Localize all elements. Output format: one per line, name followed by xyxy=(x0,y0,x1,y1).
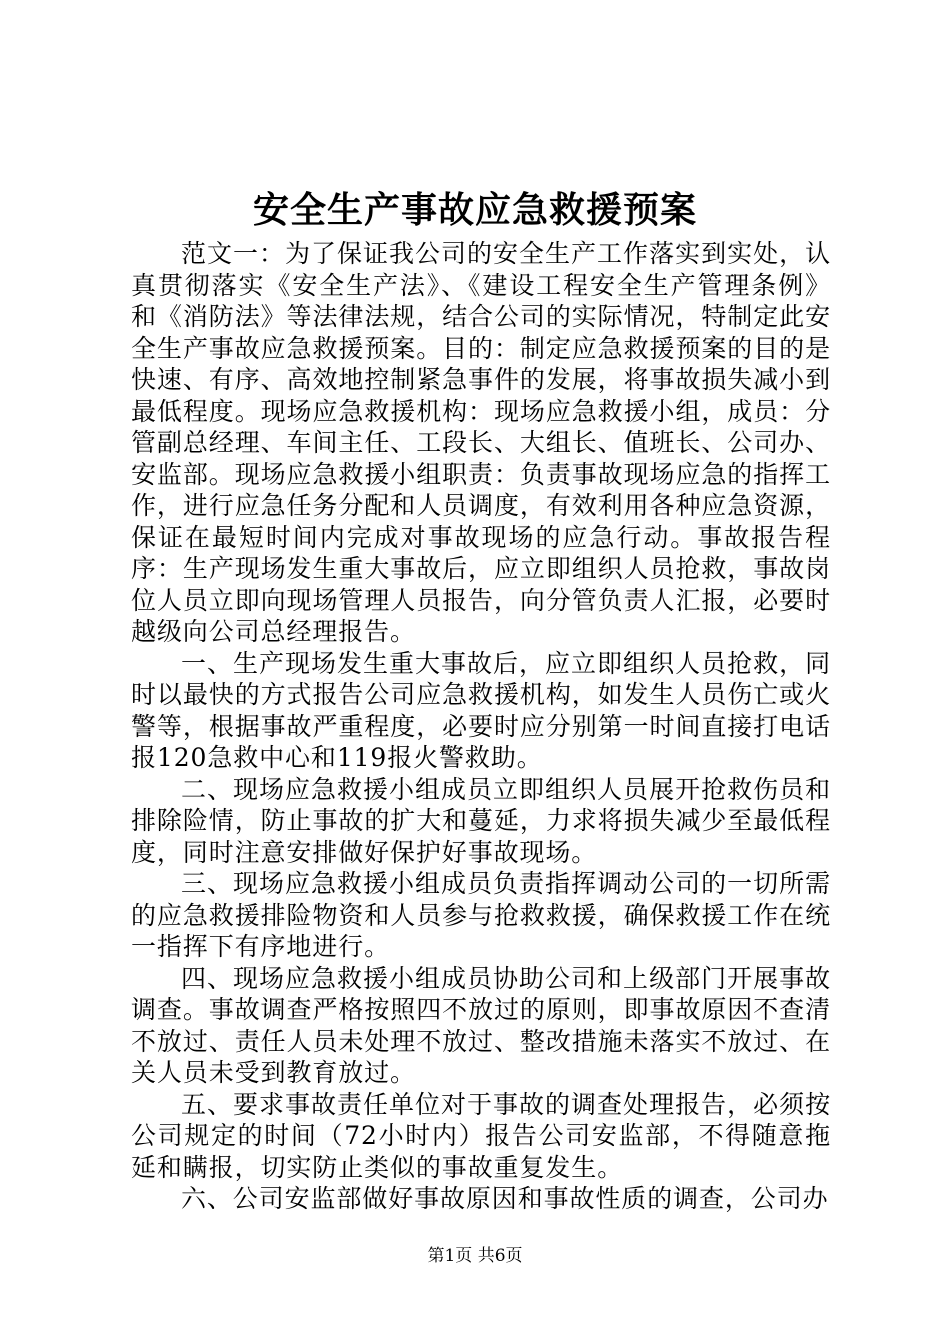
paragraph-item-1: 一、生产现场发生重大事故后，应立即组织人员抢救，同时以最快的方式报告公司应急救援机构，如发生人员伤亡或火警等，根据事故严重程度，必要时应分别第一时间直接打电话报120急救中心和119报火警救助。 xyxy=(131,648,831,772)
document-body xyxy=(131,238,831,1215)
paragraph-item-3: 三、现场应急救援小组成员负责指挥调动公司的一切所需的应急救援排险物资和人员参与抢救救援，确保救援工作在统一指挥下有序地进行。 xyxy=(131,869,831,961)
paragraph-item-6: 六、公司安监部做好事故原因和事故性质的调查，公司办 xyxy=(181,1184,829,1213)
paragraph-item-5: 五、要求事故责任单位对于事故的调查处理报告，必须按公司规定的时间（72小时内）报告公司安监部，不得随意拖延和瞒报，切实防止类似的事故重复发生。 xyxy=(131,1089,831,1182)
paragraph-intro: 范文一：为了保证我公司的安全生产工作落实到实处，认真贯彻落实《安全生产法》、《建设工程安全生产管理条例》和《消防法》等法律法规，结合公司的实际情况，特制定此安全生产事故应急救援预案。目的：制定应急救援预案的目的是快速、有序、高效地控制紧急事件的发展，将事故损失减小到最低程度。现场应急救援机构：现场应急救援小组，成员：分管副总经理、车间主任、工段长、大组长、值班长、公司办、安监部。现场应急救援小组职责：负责事故现场应急的指挥工作，进行应急任务分配和人员调度，有效利用各种应急资源，保证在最短时间内完成对事故现场的应急行动。事故报告程序：生产现场发生重大事故后，应立即组织人员抢救，事故岗位人员立即向现场管理人员报告，向分管负责人汇报，必要时越级向公司总经理报告。 xyxy=(131,239,831,646)
document-title: 安全生产事故应急救援预案 xyxy=(252,189,697,231)
paragraph-item-2: 二、现场应急救援小组成员立即组织人员展开抢救伤员和排除险情，防止事故的扩大和蔓延，力求将损失减少至最低程度，同时注意安排做好保护好事故现场。 xyxy=(131,774,831,867)
paragraph-item-4: 四、现场应急救援小组成员协助公司和上级部门开展事故调查。事故调查严格按照四不放过的原则，即事故原因不查清不放过、责任人员未处理不放过、整改措施未落实不放过、在关人员未受到教育放过。 xyxy=(131,963,831,1087)
page-footer: 第1页 共6页 xyxy=(427,1246,523,1266)
